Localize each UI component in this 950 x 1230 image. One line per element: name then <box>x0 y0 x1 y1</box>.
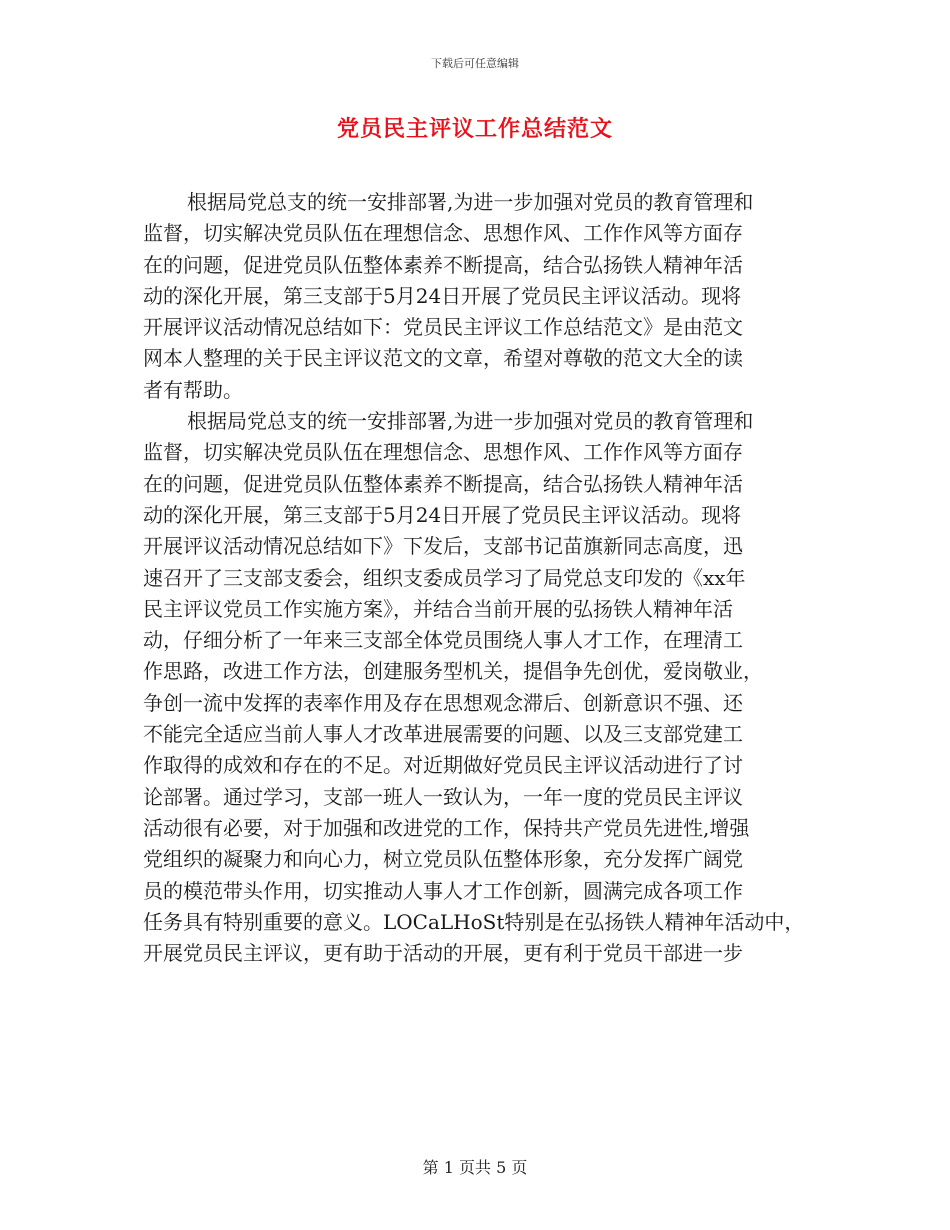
body-line: 作取得的成效和存在的不足。对近期做好党员民主评议活动进行了讨 <box>143 753 743 778</box>
body-line: 作思路，改进工作方法，创建服务型机关，提倡争先创优，爱岗敬业， <box>143 659 763 684</box>
body-line: 民主评议党员工作实施方案》，并结合当前开展的弘扬铁人精神年活 <box>143 596 733 621</box>
body-line: 动的深化开展，第三支部于5月24日开展了党员民主评议活动。现将 <box>143 283 742 308</box>
header-note: 下载后可任意编辑 <box>431 57 519 70</box>
body-line: 开展评议活动情况总结如下》下发后，支部书记苗旗新同志高度，迅 <box>143 534 743 559</box>
document-body <box>143 187 811 969</box>
body-line: 动的深化开展，第三支部于5月24日开展了党员民主评议活动。现将 <box>143 502 742 527</box>
body-line: 在的问题，促进党员队伍整体素养不断提高，结合弘扬铁人精神年活 <box>143 252 743 277</box>
body-line: 者有帮助。 <box>143 377 243 402</box>
body-line: 速召开了三支部支委会，组织支委成员学习了局党总支印发的《xx年 <box>143 565 746 590</box>
document-title: 党员民主评议工作总结范文 <box>336 116 613 142</box>
body-line: 党组织的凝聚力和向心力，树立党员队伍整体形象，充分发挥广阔党 <box>143 847 743 872</box>
body-line: 争创一流中发挥的表率作用及存在思想观念滞后、创新意识不强、还 <box>143 690 743 715</box>
body-line: 任务具有特别重要的意义。LOCaLHoSt特别是在弘扬铁人精神年活动中， <box>143 909 805 934</box>
body-line: 监督，切实解决党员队伍在理想信念、思想作风、工作作风等方面存 <box>143 440 743 465</box>
body-line: 员的模范带头作用，切实推动人事人才工作创新，圆满完成各项工作 <box>143 878 743 903</box>
body-line: 活动很有必要，对于加强和改进党的工作，保持共产党员先进性,增强 <box>143 815 750 840</box>
body-line: 动，仔细分析了一年来三支部全体党员围绕人事人才工作，在理清工 <box>143 628 743 653</box>
body-line: 论部署。通过学习，支部一班人一致认为，一年一度的党员民主评议 <box>143 784 743 809</box>
body-line: 开展评议活动情况总结如下：党员民主评议工作总结范文》是由范文 <box>143 315 743 340</box>
body-line: 根据局党总支的统一安排部署,为进一步加强对党员的教育管理和 <box>187 190 754 214</box>
body-line: 不能完全适应当前人事人才改革进展需要的问题、以及三支部党建工 <box>143 722 743 747</box>
body-line: 在的问题，促进党员队伍整体素养不断提高，结合弘扬铁人精神年活 <box>143 471 743 496</box>
page-footer: 第 1 页共 5 页 <box>422 1158 528 1177</box>
body-line: 开展党员民主评议，更有助于活动的开展，更有利于党员干部进一步 <box>143 941 743 966</box>
body-line: 监督，切实解决党员队伍在理想信念、思想作风、工作作风等方面存 <box>143 221 743 246</box>
body-line: 网本人整理的关于民主评议范文的文章，希望对尊敬的范文大全的读 <box>143 346 743 371</box>
body-line: 根据局党总支的统一安排部署,为进一步加强对党员的教育管理和 <box>187 409 754 434</box>
